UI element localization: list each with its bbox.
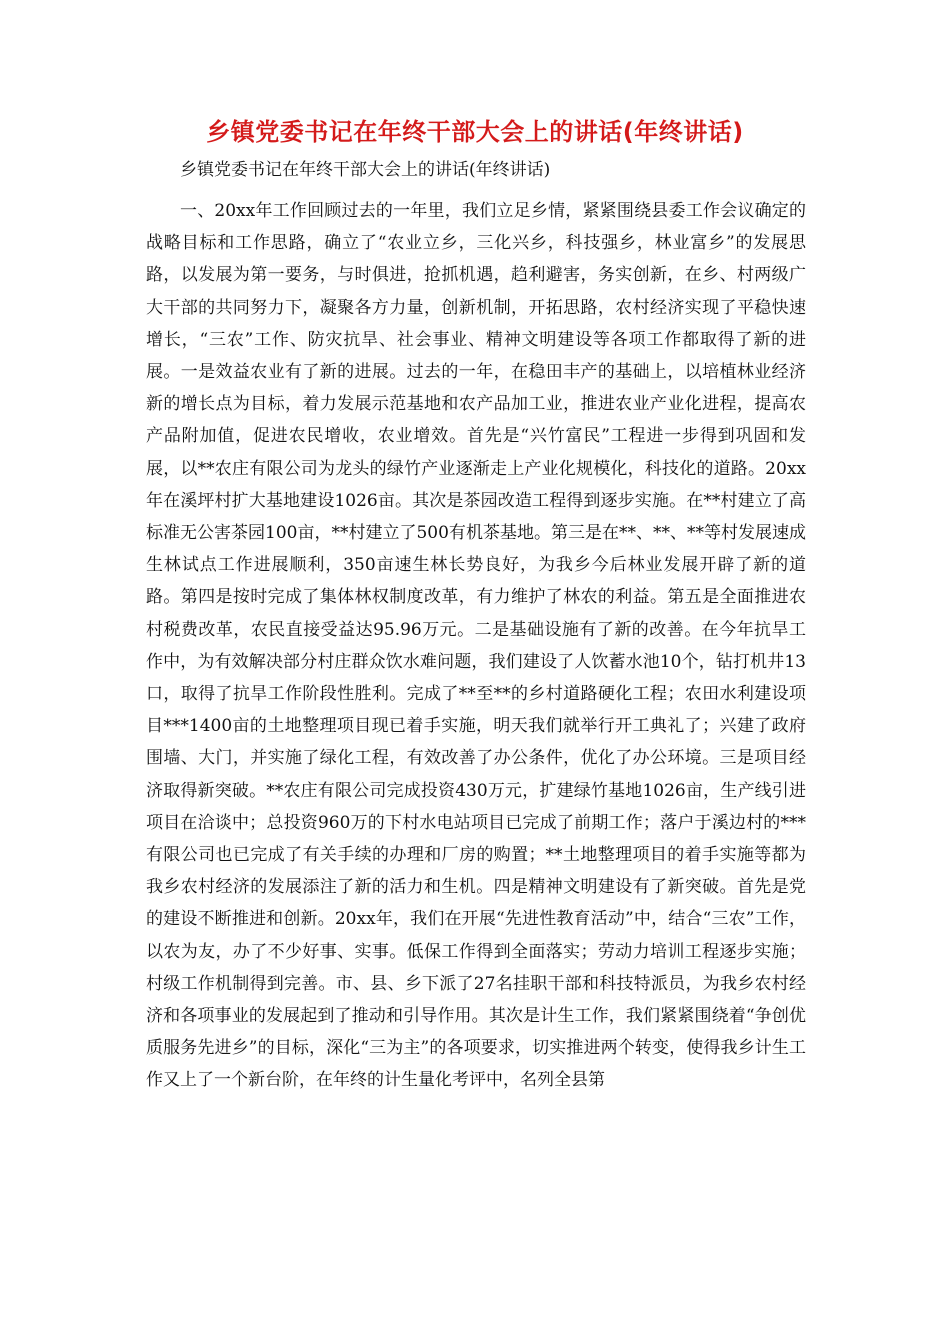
- body-paragraph: 一、20xx年工作回顾过去的一年里，我们立足乡情，紧紧围绕县委工作会议确定的战略目标和工作思路，确立了“农业立乡，三化兴乡，科技强乡，林业富乡”的发展思路，以发展为第一要务，与时俱进，抢抓机遇，趋利避害，务实创新，在乡、村两级广大干部的共同努力下，凝聚各方力量，创新机制，开拓思路，农村经济实现了平稳快速增长，“三农”工作、防灾抗旱、社会事业、精神文明建设等各项工作都取得了新的进展。一是效益农业有了新的进展。过去的一年，在稳田丰产的基础上，以培植林业经济新的增长点为目标，着力发展示范基地和农产品加工业，推进农业产业化进程，提高农产品附加值，促进农民增收，农业增效。首先是“兴竹富民”工程进一步得到巩固和发展，以**农庄有限公司为龙头的绿竹产业逐渐走上产业化规模化，科技化的道路。20xx年在溪坪村扩大基地建设1026亩。其次是茶园改造工程得到逐步实施。在**村建立了高标准无公害茶园100亩，**村建立了500有机茶基地。第三是在**、**、**等村发展速成生林试点工作进展顺利，350亩速生林长势良好，为我乡今后林业发展开辟了新的道路。第四是按时完成了集体林权制度改革，有力维护了林农的利益。第五是全面推进农村税费改革，农民直接受益达95.96万元。二是基础设施有了新的改善。在今年抗旱工作中，为有效解决部分村庄群众饮水难问题，我们建设了人饮蓄水池10个，钻打机井13口，取得了抗旱工作阶段性胜利。完成了**至**的乡村道路硬化工程；农田水利建设项目***1400亩的土地整理项目现已着手实施，明天我们就举行开工典礼了；兴建了政府围墙、大门，并实施了绿化工程，有效改善了办公条件，优化了办公环境。三是项目经济取得新突破。**农庄有限公司完成投资430万元，扩建绿竹基地1026亩，生产线引进项目在洽谈中；总投资960万的下村水电站项目已完成了前期工作；落户于溪边村的***有限公司也已完成了有关手续的办理和厂房的购置；**土地整理项目的着手实施等都为我乡农村经济的发展添注了新的活力和生机。四是精神文明建设有了新突破。首先是党的建设不断推进和创新。20xx年，我们在开展“先进性教育活动”中，结合“三农”工作，以农为友，办了不少好事、实事。低保工作得到全面落实；劳动力培训工程逐步实施；村级工作机制得到完善。市、县、乡下派了27名挂职干部和科技特派员，为我乡农村经济和各项事业的发展起到了推动和引导作用。其次是计生工作，我们紧紧围绕着“争创优质服务先进乡”的目标，深化“三为主”的各项要求，切实推进两个转变，使得我乡计生工作又上了一个新台阶，在年终的计生量化考评中，名列全县第: [146, 201, 806, 1091]
- document-title: 乡镇党委书记在年终干部大会上的讲话(年终讲话): [206, 118, 744, 146]
- document-subtitle: 乡镇党委书记在年终干部大会上的讲话(年终讲话): [180, 160, 551, 180]
